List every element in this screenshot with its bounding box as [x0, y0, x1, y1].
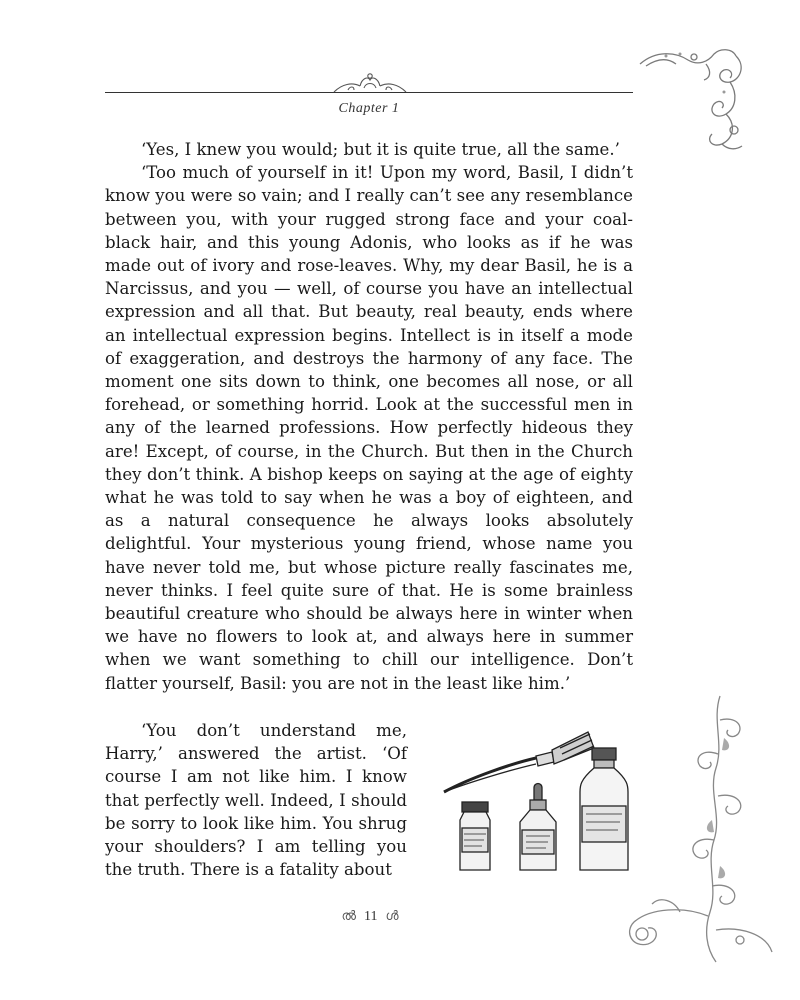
- paragraph-2: ‘Too much of yourself in it! Upon my word, Basil, I didn’t know you were so vain; and I really can’t see any resemblance between you, with your rugged strong face and your coal-black hair, and this young Adonis, who looks as if he was made out of ivory and rose-leaves. Why, my dear Basil, he is a Narcissus, and you — well, of course you have an intellectual expression and all that. But beauty, real beauty, ends where an intellectual expression begins. Intellect is in itself a mode of exaggeration, and destroys the harmony of any face. The moment one sits down to think, one becomes all nose, or all forehead, or something horrid. Look at the successful men in any of the learned professions. How perfectly hideous they are! Except, of course, in the Church. But then in the Church they don’t think. A bishop keeps on saying at the age of eighty what he was told to say when he was a boy of eighteen, and as a natural consequence he always looks absolutely delightful. Your mysterious young friend, whose name you have never told me, but whose picture really fascinates me, never thinks. I feel quite sure of that. He is some brainless beautiful creature who should be always here in winter when we have no flowers to look at, and always here in summer when we want something to chill our intelligence. Don’t flatter yourself, Basil: you are not in the least like him.’: [105, 163, 633, 693]
- paragraph-3: ‘You don’t understand me, Harry,’ answered the artist. ‘Of course I am not like him. I know that perfectly well. Indeed, I should be sorry to look like him. You shrug your shoulders? I am telling you the truth. There is a fatality about: [105, 721, 407, 880]
- header-ornament-icon: [328, 70, 412, 94]
- column-text: [105, 719, 407, 881]
- page-number: 11: [363, 909, 378, 924]
- header-rule: [105, 92, 633, 93]
- paragraph-1: ‘Yes, I knew you would; but it is quite true, all the same.’: [141, 140, 620, 159]
- corner-flourish-top-icon: [636, 42, 756, 157]
- paintbrush-and-bottles-icon: [440, 722, 640, 882]
- page-footer: [300, 908, 440, 925]
- corner-vine-bottom-icon: [620, 690, 780, 965]
- folio-ornament-right-icon: ൾ: [385, 908, 399, 923]
- folio-ornament-left-icon: ൽ: [341, 908, 356, 923]
- body-text: [105, 138, 633, 695]
- chapter-title: Chapter 1: [338, 101, 400, 116]
